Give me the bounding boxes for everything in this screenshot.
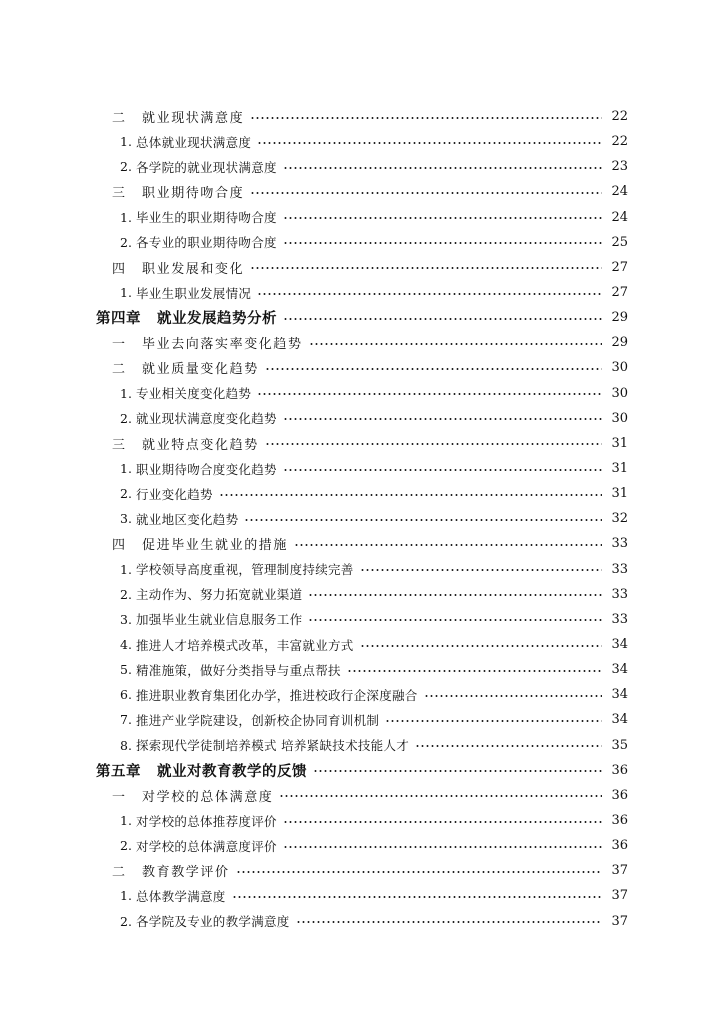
dot-leader (250, 186, 602, 200)
toc-entry-page-number: 36 (611, 838, 628, 854)
toc-entry-item[interactable] (0, 230, 724, 255)
toc-entry-title: 就业现状满意度 (142, 111, 245, 127)
toc-entry-item[interactable] (0, 481, 724, 506)
dot-leader (309, 337, 602, 351)
toc-entry-heading (120, 510, 238, 528)
toc-entry-title: 就业发展趋势分析 (157, 311, 277, 328)
toc-entry-number: 一 (112, 337, 126, 353)
toc-entry-heading (112, 434, 259, 453)
dot-leader (283, 211, 602, 225)
toc-entry-item[interactable] (0, 707, 724, 732)
toc-entry-heading (120, 158, 277, 176)
toc-entry-page-number: 30 (611, 410, 628, 426)
toc-entry-page-number: 25 (611, 234, 628, 250)
toc-entry-title: 对学校的总体推荐度评价 (136, 813, 277, 829)
toc-entry-title: 毕业去向落实率变化趋势 (142, 337, 303, 353)
toc-entry-heading (120, 912, 290, 930)
toc-entry-heading (120, 409, 277, 427)
toc-entry-page-number: 37 (611, 913, 628, 929)
toc-entry-title: 各学院的就业现状满意度 (136, 159, 277, 175)
toc-entry-title: 就业现状满意度变化趋势 (136, 411, 277, 427)
toc-entry-heading (112, 534, 288, 553)
toc-entry-item[interactable] (0, 833, 724, 858)
toc-entry-title: 推进人才培养模式改革，丰富就业方式 (136, 637, 354, 653)
toc-entry-title: 总体教学满意度 (136, 888, 226, 904)
toc-entry-number: 第五章 (96, 763, 141, 780)
dot-leader (296, 915, 602, 929)
toc-entry-number: 三 (112, 437, 126, 453)
toc-entry-title: 职业发展和变化 (142, 261, 245, 277)
toc-entry-number: 2. (120, 486, 132, 502)
table-of-contents (0, 104, 724, 934)
toc-entry-item[interactable] (0, 506, 724, 531)
toc-entry-heading (120, 560, 354, 578)
dot-leader (283, 161, 602, 175)
toc-entry-heading (112, 786, 273, 805)
toc-entry-heading (120, 384, 251, 402)
toc-entry-item[interactable] (0, 909, 724, 934)
toc-entry-heading (120, 284, 251, 302)
toc-entry-heading (96, 760, 307, 781)
toc-entry-item[interactable] (0, 280, 724, 305)
dot-leader (283, 236, 602, 250)
toc-entry-page-number: 31 (611, 461, 628, 477)
dot-leader (257, 136, 602, 150)
toc-entry-title: 对学校的总体满意度评价 (136, 838, 277, 854)
toc-entry-title: 教育教学评价 (142, 865, 230, 881)
toc-entry-title: 各专业的职业期待吻合度 (136, 235, 277, 251)
toc-entry-number: 1. (120, 888, 132, 904)
toc-entry-page-number: 27 (611, 259, 628, 275)
dot-leader (347, 664, 602, 678)
toc-entry-page-number: 24 (611, 184, 628, 200)
toc-entry-number: 2. (120, 838, 132, 854)
toc-entry-page-number: 27 (611, 285, 628, 301)
toc-entry-page-number: 36 (611, 762, 628, 778)
dot-leader (236, 865, 602, 879)
toc-entry-heading (112, 333, 303, 352)
toc-entry-title: 探索现代学徒制培养模式 培养紧缺技术技能人才 (136, 738, 410, 754)
toc-entry-section[interactable] (0, 783, 724, 808)
toc-entry-heading (120, 610, 302, 628)
toc-entry-title: 毕业生的职业期待吻合度 (136, 210, 277, 226)
dot-leader (265, 437, 602, 451)
dot-leader (415, 739, 602, 753)
toc-entry-section[interactable] (0, 355, 724, 380)
toc-entry-title: 加强毕业生就业信息服务工作 (136, 612, 303, 628)
toc-entry-item[interactable] (0, 582, 724, 607)
dot-leader (283, 412, 602, 426)
toc-entry-number: 1. (120, 561, 132, 577)
toc-entry-number: 1. (120, 461, 132, 477)
toc-entry-heading (112, 861, 230, 880)
toc-entry-title: 对学校的总体满意度 (142, 789, 274, 805)
toc-entry-page-number: 22 (611, 109, 628, 125)
toc-entry-page-number: 29 (611, 310, 628, 326)
toc-entry-page-number: 32 (611, 511, 628, 527)
toc-entry-page-number: 37 (611, 863, 628, 879)
toc-entry-number: 5. (120, 662, 132, 678)
toc-entry-page-number: 24 (611, 209, 628, 225)
toc-entry-number: 6. (120, 687, 132, 703)
toc-entry-page-number: 23 (611, 159, 628, 175)
toc-entry-section[interactable] (0, 104, 724, 129)
dot-leader (257, 387, 602, 401)
toc-entry-number: 二 (112, 362, 126, 378)
toc-entry-number: 一 (112, 789, 126, 805)
toc-entry-title: 就业特点变化趋势 (142, 437, 259, 453)
toc-entry-heading (120, 686, 418, 704)
toc-entry-number: 4. (120, 637, 132, 653)
toc-entry-section[interactable] (0, 431, 724, 456)
toc-entry-page-number: 30 (611, 385, 628, 401)
toc-entry-heading (120, 661, 341, 679)
toc-entry-heading (120, 585, 302, 603)
toc-entry-number: 1. (120, 134, 132, 150)
toc-entry-item[interactable] (0, 682, 724, 707)
dot-leader (283, 312, 602, 326)
dot-leader (313, 764, 602, 778)
toc-entry-chapter[interactable] (0, 305, 724, 330)
toc-entry-heading (112, 182, 244, 201)
toc-entry-title: 职业期待吻合度变化趋势 (136, 461, 277, 477)
toc-entry-page-number: 29 (611, 335, 628, 351)
toc-entry-heading (120, 711, 379, 729)
toc-entry-title: 总体就业现状满意度 (136, 134, 252, 150)
dot-leader (294, 538, 602, 552)
dot-leader (308, 613, 602, 627)
toc-entry-section[interactable] (0, 179, 724, 204)
toc-entry-heading (120, 812, 277, 830)
toc-entry-item[interactable] (0, 808, 724, 833)
toc-entry-section[interactable] (0, 330, 724, 355)
toc-entry-heading (120, 460, 277, 478)
dot-leader (283, 840, 602, 854)
toc-entry-title: 专业相关度变化趋势 (136, 386, 252, 402)
toc-entry-item[interactable] (0, 733, 724, 758)
dot-leader (385, 714, 602, 728)
dot-leader (219, 488, 602, 502)
toc-entry-item[interactable] (0, 129, 724, 154)
toc-entry-section[interactable] (0, 531, 724, 556)
dot-leader (244, 513, 602, 527)
toc-entry-number: 7. (120, 712, 132, 728)
toc-entry-title: 就业质量变化趋势 (142, 362, 259, 378)
toc-entry-title: 职业期待吻合度 (142, 186, 245, 202)
toc-entry-item[interactable] (0, 406, 724, 431)
toc-entry-number: 四 (112, 261, 126, 277)
toc-entry-item[interactable] (0, 205, 724, 230)
toc-entry-page-number: 22 (611, 134, 628, 150)
dot-leader (360, 563, 602, 577)
toc-entry-item[interactable] (0, 557, 724, 582)
toc-entry-section[interactable] (0, 255, 724, 280)
toc-entry-page-number: 33 (611, 586, 628, 602)
toc-entry-number: 2. (120, 913, 132, 929)
toc-entry-number: 二 (112, 865, 126, 881)
dot-leader (424, 689, 602, 703)
toc-entry-page-number: 36 (611, 813, 628, 828)
toc-entry-page-number: 34 (611, 712, 628, 728)
toc-entry-item[interactable] (0, 607, 724, 632)
toc-entry-page-number: 34 (611, 637, 628, 653)
toc-entry-heading (120, 887, 226, 905)
dot-leader (360, 639, 602, 653)
toc-entry-title: 推进产业学院建设，创新校企协同育训机制 (136, 712, 380, 728)
toc-entry-page-number: 30 (611, 360, 628, 376)
toc-entry-title: 毕业生职业发展情况 (136, 285, 252, 301)
dot-leader (265, 362, 602, 376)
toc-entry-number: 2. (120, 410, 132, 426)
toc-entry-page-number: 31 (611, 486, 628, 502)
toc-entry-chapter[interactable] (0, 758, 724, 783)
toc-entry-item[interactable] (0, 883, 724, 908)
toc-entry-title: 就业对教育教学的反馈 (157, 763, 307, 780)
toc-entry-page-number: 34 (611, 662, 628, 678)
toc-entry-heading (112, 358, 259, 377)
toc-entry-number: 2. (120, 586, 132, 602)
toc-entry-title: 推进职业教育集团化办学，推进校政行企深度融合 (136, 687, 418, 703)
toc-entry-number: 2. (120, 159, 132, 175)
toc-entry-number: 三 (112, 186, 126, 202)
toc-entry-title: 学校领导高度重视，管理制度持续完善 (136, 562, 354, 578)
toc-entry-item[interactable] (0, 657, 724, 682)
toc-entry-page-number: 37 (611, 888, 628, 904)
toc-entry-page-number: 33 (611, 611, 628, 627)
dot-leader (308, 588, 602, 602)
toc-entry-heading (120, 133, 251, 151)
toc-entry-heading (120, 233, 277, 251)
toc-entry-heading (120, 485, 213, 503)
dot-leader (250, 261, 602, 275)
toc-entry-heading (120, 837, 277, 855)
toc-entry-number: 1. (120, 209, 132, 225)
toc-entry-number: 1. (120, 813, 132, 828)
toc-entry-heading (112, 258, 244, 277)
toc-entry-title: 精准施策，做好分类指导与重点帮扶 (136, 662, 341, 678)
toc-entry-item[interactable] (0, 154, 724, 179)
toc-entry-number: 四 (112, 538, 126, 554)
dot-leader (283, 815, 602, 829)
toc-entry-heading (96, 307, 277, 328)
toc-entry-number: 1. (120, 285, 132, 301)
dot-leader (232, 890, 602, 904)
toc-entry-number: 二 (112, 111, 126, 127)
toc-entry-number: 3. (120, 611, 132, 627)
toc-entry-number: 3. (120, 511, 132, 527)
toc-entry-heading (120, 208, 277, 226)
dot-leader (279, 789, 602, 803)
toc-entry-title: 各学院及专业的教学满意度 (136, 914, 290, 930)
toc-entry-page-number: 34 (611, 687, 628, 703)
toc-entry-number: 第四章 (96, 311, 141, 328)
toc-entry-title: 行业变化趋势 (136, 486, 213, 502)
toc-entry-title: 就业地区变化趋势 (136, 511, 239, 527)
toc-entry-heading (120, 736, 409, 754)
toc-entry-section[interactable] (0, 858, 724, 883)
toc-entry-page-number: 36 (611, 787, 628, 803)
toc-entry-page-number: 35 (611, 737, 628, 753)
toc-entry-number: 8. (120, 737, 132, 753)
dot-leader (283, 463, 602, 477)
toc-entry-number: 1. (120, 385, 132, 401)
dot-leader (257, 287, 602, 301)
toc-entry-title: 促进毕业生就业的措施 (142, 538, 289, 554)
dot-leader (250, 111, 602, 125)
toc-entry-heading (120, 636, 354, 654)
toc-entry-item[interactable] (0, 381, 724, 406)
toc-entry-page-number: 31 (611, 435, 628, 451)
toc-entry-heading (112, 107, 244, 126)
toc-entry-page-number: 33 (611, 536, 628, 552)
toc-entry-page-number: 33 (611, 561, 628, 577)
toc-entry-title: 主动作为、努力拓宽就业渠道 (136, 587, 303, 603)
toc-entry-item[interactable] (0, 456, 724, 481)
toc-entry-item[interactable] (0, 632, 724, 657)
toc-entry-number: 2. (120, 234, 132, 250)
